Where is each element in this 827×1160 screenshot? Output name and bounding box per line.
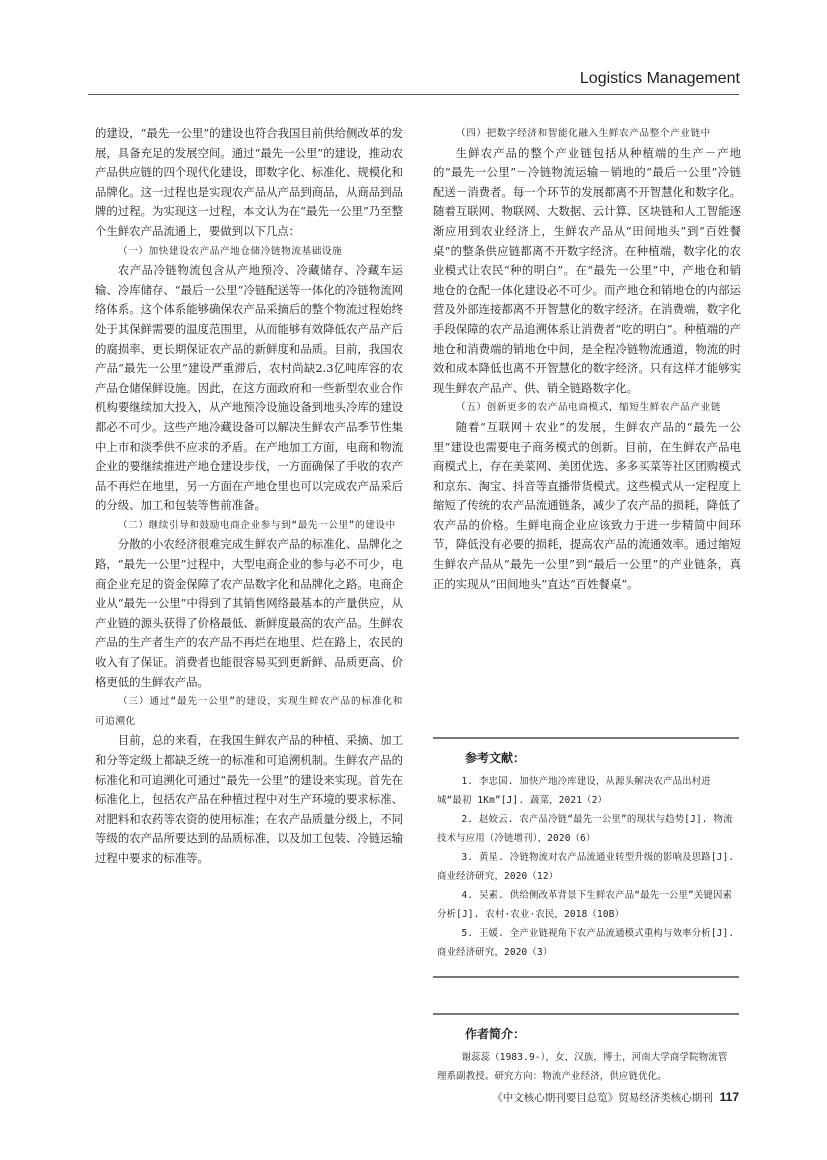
reference-item: 4. 吴素. 供给侧改革背景下生鲜农产品“最先一公里”关键因素分析[J]. 农村·农业·农民，2018（10B） — [437, 890, 733, 920]
author-bio-title: 作者简介： — [465, 1027, 526, 1041]
section-heading: （二）继续引导和鼓励电商企业参与到“最先一公里”的建设中 — [118, 519, 396, 531]
references-list — [433, 772, 739, 962]
body-paragraph: 分散的小农经济很难完成生鲜农产品的标准化、品牌化之路，“最先一公里”过程中，大型电商企业的参与必不可少，电商企业充足的资金保障了农产品数字化和品牌化之路。电商企业从“最先一公里”中得到了其销售网络最基本的产量供应，从产业链的源头获得了价格最低、新鲜度最高的农产品。生鲜农产品的生产者生产的农产品不再烂在地里、烂在路上，农民的收入有了保证。消费者也能很容易买到更新鲜、品质更高、价格更低的生鲜农产品。 — [95, 537, 403, 689]
page-number: 117 — [719, 1090, 739, 1104]
body-paragraph: 的建设，“最先一公里”的建设也符合我国目前供给侧改革的发展，具备充足的发展空间。通过“最先一公里”的建设，推动农产品供应链的四个现代化建设，即数字化、标准化、规模化和品牌化。这一过程也是实现农产品从产品到商品，从商品到品牌的过程。为实现这一过程，本文认为在“最先一公里”乃至整个生鲜农产品流通上，要做到以下几点： — [95, 126, 403, 238]
references-box — [433, 737, 739, 978]
references-title: 参考文献： — [465, 751, 526, 765]
author-bio-box — [433, 1013, 739, 1086]
section-heading: （一）加快建设农产品产地仓储冷链物流基础设施 — [118, 245, 343, 257]
section-heading: （四）把数字经济和智能化融入生鲜农产品整个产业链中 — [456, 128, 711, 139]
body-paragraph: 目前，总的来看，在我国生鲜农产品的种植、采摘、加工和分等定级上都缺乏统一的标准和可追溯机制。生鲜农产品的标准化和可追溯化可通过“最先一公里”的建设来实现。首先在标准化上，包括农产品在种植过程中对生产环境的要求标准、对肥料和农药等农资的使用标准；在农产品质量分级上，不同等级的农产品所要达到的品质标准，以及加工包装、冷链运输过程中要求的标准等。 — [95, 733, 403, 865]
running-header-title: Logistics Management — [579, 70, 740, 87]
author-bio-text: 谢蕊蕊（1983.9-），女，汉族，博士，河南大学商学院物流管理系副教授。研究方向：物流产业经济，供应链优化。 — [437, 1052, 728, 1082]
reference-item: 5. 王媛. 全产业链视角下农产品流通模式重构与效率分析[J]. 商业经济研究，2020（3） — [437, 928, 735, 958]
right-text-column — [433, 124, 741, 594]
page-footer — [492, 1090, 739, 1105]
left-text-column — [95, 124, 403, 869]
reference-item: 3. 黄星. 冷链物流对农产品流通业转型升级的影响及思路[J]. 商业经济研究，2020（12） — [437, 852, 735, 882]
footer-journal: 《中文核心期刊要目总览》贸易经济类核心期刊 — [492, 1092, 713, 1104]
section-heading: （三）通过“最先一公里”的建设，实现生鲜农产品的标准化和可追溯化 — [95, 696, 403, 727]
body-paragraph: 农产品冷链物流包含从产地预冷、冷藏储存、冷藏车运输、冷库储存、“最后一公里”冷链配送等一体化的冷链物流网络体系。这个体系能够确保农产品采摘后的整个物流过程始终处于其保鲜需要的温度范围里，从而能够有效降低农产品产后的腐损率、更长期保证农产品的新鲜度和品质。目前，我国农产品“最先一公里”建设严重滞后，农村尚缺2.3亿吨库容的农产品仓储保鲜设施。因此，在这方面政府和一些新型农业合作机构要继续加大投入，从产地预冷设施设备到地头冷库的建设都必不可少。这些产地冷藏设备可以解决生鲜农产品季节性集中上市和淡季供不应求的矛盾。在产地加工方面，电商和物流企业的要继续推进产地仓建设步伐，一方面确保了手收的农产品不再烂在地里，另一方面在产地仓里也可以完成农产品采后的分级、加工和包装等售前准备。 — [95, 263, 403, 513]
reference-item: 1. 李忠国. 加快产地冷库建设，从源头解决农产品出村进城“最初 1Km”[J]. 蔬菜，2021（2） — [437, 776, 711, 806]
body-paragraph: 生鲜农产品的整个产业链包括从种植端的生产－产地的“最先一公里”－冷链物流运输－销地的“最后一公里”冷链配送－消费者。每一个环节的发展都离不开智慧化和数字化。随着互联网、物联网、大数据、云计算、区块链和人工智能逐渐应用到农业经济上，生鲜农产品从“田间地头”到“百姓餐桌”的整条供应链都离不开数字经济。在种植端，数字化的农业模式让农民“种的明白”。在“最先一公里”中，产地仓和销地仓的仓配一体化建设必不可少。而产地仓和销地仓的内部运营及外部连接都离不开智慧化的数字经济。在消费端，数字化手段保障的农产品追溯体系让消费者“吃的明白”。种植端的产地仓和消费端的销地仓中间，是全程冷链物流通道，物流的时效和成本降低也离不开智慧化的数字经济。只有这样才能够实现生鲜农产品产、供、销全链路数字化。 — [433, 145, 741, 395]
section-heading: （五）创新更多的农产品电商模式，缩短生鲜农产品产业链 — [456, 402, 722, 414]
reference-item: 2. 赵姣云. 农产品冷链“最先一公里”的现状与趋势[J]. 物流技术与应用（冷链增刊），2020（6） — [437, 814, 733, 844]
header-divider — [88, 94, 739, 95]
body-paragraph: 随着“互联网＋农业”的发展，生鲜农产品的“最先一公里”建设也需要电子商务模式的创新。目前，在生鲜农产品电商模式上，存在美菜网、美团优选、多多买菜等社区团购模式和京东、淘宝、抖音等直播带货模式。这些模式从一定程度上缩短了传统的农产品流通链条，减少了农产品的损耗，降低了农产品的价格。生鲜电商企业应该致力于进一步精简中间环节，降低没有必要的损耗，提高农产品的流通效率。通过缩短生鲜农产品从“最先一公里”到“最后一公里”的产业链条，真正的实现从“田间地头”直达“百姓餐桌”。 — [433, 419, 741, 591]
